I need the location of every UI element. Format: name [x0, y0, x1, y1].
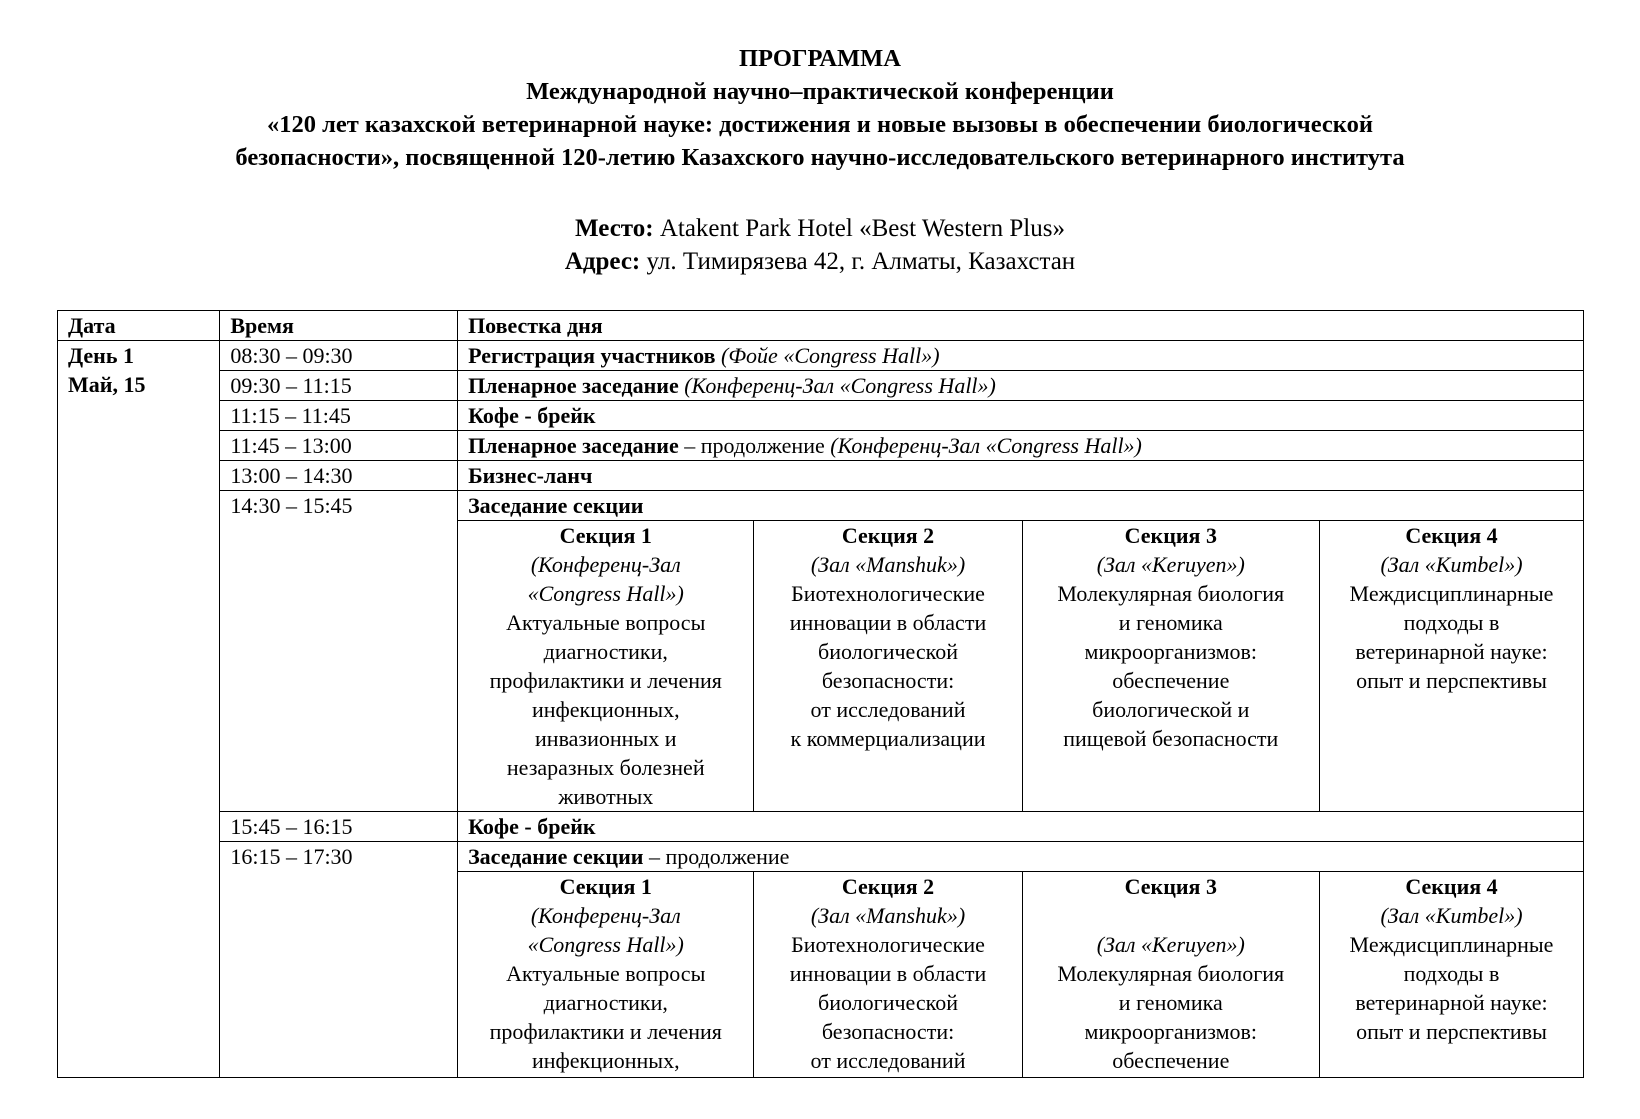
section-topic-line: инфекционных,	[531, 1048, 680, 1073]
table-row	[58, 371, 1584, 401]
section-venue-line: «Congress Hall»)	[527, 581, 684, 606]
table-row	[58, 401, 1584, 431]
section-cell	[754, 872, 1022, 1078]
section-spacer	[1033, 901, 1309, 930]
section-title: Секция 4	[1405, 523, 1498, 548]
row-time: 08:30 – 09:30	[220, 341, 458, 371]
agenda-table	[57, 310, 1584, 1078]
document-subtitle: Международной научно–практической конференции	[526, 78, 1114, 105]
section-topic-line: от исследований	[810, 697, 966, 722]
section-topic-line: обеспечение	[1112, 1048, 1230, 1073]
row-time: 11:45 – 13:00	[220, 431, 458, 461]
section-topic-line: микроорганизмов:	[1084, 639, 1258, 664]
session-heading	[458, 491, 1584, 521]
section-topic-line: животных	[558, 784, 654, 809]
venue-place-label: Место:	[575, 215, 654, 242]
section-topic-line: к коммерциализации	[790, 726, 986, 751]
row-location: (Конференц-Зал «Congress Hall»)	[830, 433, 1142, 458]
header-time: Время	[220, 311, 458, 341]
session-heading-row	[58, 491, 1584, 521]
section-topic-line: биологической	[818, 639, 958, 664]
session-heading-row	[58, 842, 1584, 872]
session-heading-text: Заседание секции	[468, 844, 644, 869]
venue-place-value: Atakent Park Hotel «Best Western Plus»	[653, 215, 1065, 242]
venue-info	[0, 212, 1640, 278]
row-title: Кофе - брейк	[458, 401, 1584, 431]
section-cell	[754, 521, 1022, 812]
table-row	[58, 341, 1584, 371]
section-topic-line: Актуальные вопросы	[506, 610, 706, 635]
section-title: Секция 3	[1124, 874, 1217, 899]
row-time: 15:45 – 16:15	[220, 812, 458, 842]
section-topic-line: инвазионных и	[535, 726, 677, 751]
section-venue-line: (Конференц-Зал	[530, 903, 681, 928]
section-topic-line: незаразных болезней	[506, 755, 705, 780]
section-topic-line: микроорганизмов:	[1084, 1019, 1258, 1044]
session-heading-text: Заседание секции	[468, 493, 644, 518]
section-cell	[1022, 872, 1319, 1078]
row-title: Пленарное заседание	[468, 433, 679, 458]
venue-address	[0, 245, 1640, 278]
day-date: Май, 15	[68, 372, 146, 397]
session-time: 16:15 – 17:30	[220, 842, 458, 1078]
section-topic-line: диагностики,	[543, 990, 668, 1015]
day-cell	[58, 341, 220, 1078]
section-cell	[1320, 521, 1584, 812]
section-topic-line: опыт и перспективы	[1356, 668, 1547, 693]
section-topic-line: и геномика	[1118, 610, 1223, 635]
section-topic-line: ветеринарной науке:	[1355, 990, 1548, 1015]
section-topic-line: обеспечение	[1112, 668, 1230, 693]
section-topic-line: и геномика	[1118, 990, 1223, 1015]
venue-address-value: ул. Тимирязева 42, г. Алматы, Казахстан	[640, 248, 1076, 275]
section-topic-line: безопасности:	[821, 668, 955, 693]
section-topic-line: Молекулярная биология	[1057, 961, 1285, 986]
section-cell	[458, 521, 754, 812]
table-row	[58, 461, 1584, 491]
header-date: Дата	[58, 311, 220, 341]
section-venue-line: (Зал «Manshuk»)	[810, 903, 966, 928]
section-venue-line: (Зал «Kumbel»)	[1380, 903, 1523, 928]
section-topic-line: инновации в области	[789, 610, 987, 635]
table-header-row	[58, 311, 1584, 341]
section-venue-line: «Congress Hall»)	[527, 932, 684, 957]
section-cell	[1320, 872, 1584, 1078]
session-heading	[458, 842, 1584, 872]
row-location: (Фойе «Congress Hall»)	[721, 343, 940, 368]
section-topic-line: безопасности:	[821, 1019, 955, 1044]
header-agenda: Повестка дня	[458, 311, 1584, 341]
conference-name-line-2: безопасности», посвященной 120-летию Казахского научно-исследовательского ветеринарного института	[235, 144, 1405, 171]
section-topic-line: от исследований	[810, 1048, 966, 1073]
row-extra: – продолжение	[678, 433, 831, 458]
section-venue-line: (Зал «Keruyen»)	[1096, 932, 1245, 957]
row-title: Пленарное заседание	[468, 373, 679, 398]
section-topic-line: диагностики,	[543, 639, 668, 664]
section-topic-line: Биотехнологические	[791, 932, 985, 957]
venue-place	[0, 212, 1640, 245]
section-title: Секция 4	[1405, 874, 1498, 899]
row-time: 09:30 – 11:15	[220, 371, 458, 401]
row-location: (Конференц-Зал «Congress Hall»)	[684, 373, 996, 398]
section-topic-line: подходы в	[1403, 610, 1500, 635]
venue-address-label: Адрес:	[564, 248, 641, 275]
section-topic-line: Биотехнологические	[791, 581, 985, 606]
row-title: Бизнес-ланч	[458, 461, 1584, 491]
row-title: Кофе - брейк	[458, 812, 1584, 842]
section-cell	[458, 872, 754, 1078]
section-title: Секция 3	[1124, 523, 1217, 548]
section-venue-line: (Зал «Keruyen»)	[1096, 552, 1245, 577]
row-title: Регистрация участников	[468, 343, 716, 368]
section-topic-line: Актуальные вопросы	[506, 961, 706, 986]
row-agenda	[458, 341, 1584, 371]
section-topic-line: профилактики и лечения	[489, 1019, 722, 1044]
document-title: ПРОГРАММА	[739, 45, 901, 72]
section-topic-line: биологической и	[1092, 697, 1250, 722]
day-number: День 1	[68, 343, 134, 368]
section-title: Секция 2	[841, 523, 935, 548]
section-topic-line: профилактики и лечения	[489, 668, 722, 693]
section-topic-line: Молекулярная биология	[1057, 581, 1285, 606]
row-time: 13:00 – 14:30	[220, 461, 458, 491]
row-agenda	[458, 431, 1584, 461]
section-topic-line: пищевой безопасности	[1063, 726, 1279, 751]
section-topic-line: биологической	[818, 990, 958, 1015]
section-title: Секция 2	[841, 874, 935, 899]
table-row	[58, 812, 1584, 842]
section-topic-line: ветеринарной науке:	[1355, 639, 1548, 664]
section-venue-line: (Зал «Manshuk»)	[810, 552, 966, 577]
section-topic-line: Междисциплинарные	[1349, 932, 1554, 957]
section-title: Секция 1	[559, 874, 652, 899]
section-topic-line: инновации в области	[789, 961, 987, 986]
section-cell	[1022, 521, 1319, 812]
document-header	[0, 42, 1640, 174]
section-topic-line: Междисциплинарные	[1349, 581, 1554, 606]
section-topic-line: опыт и перспективы	[1356, 1019, 1547, 1044]
section-topic-line: подходы в	[1403, 961, 1500, 986]
section-venue-line: (Зал «Kumbel»)	[1380, 552, 1523, 577]
session-time: 14:30 – 15:45	[220, 491, 458, 812]
section-venue-line: (Конференц-Зал	[530, 552, 681, 577]
section-title: Секция 1	[559, 523, 652, 548]
conference-name-line-1: «120 лет казахской ветеринарной науке: достижения и новые вызовы в обеспечении биологической	[267, 111, 1373, 138]
row-agenda	[458, 371, 1584, 401]
section-topic-line: инфекционных,	[531, 697, 680, 722]
session-heading-extra: – продолжение	[643, 844, 790, 869]
table-row	[58, 431, 1584, 461]
row-time: 11:15 – 11:45	[220, 401, 458, 431]
